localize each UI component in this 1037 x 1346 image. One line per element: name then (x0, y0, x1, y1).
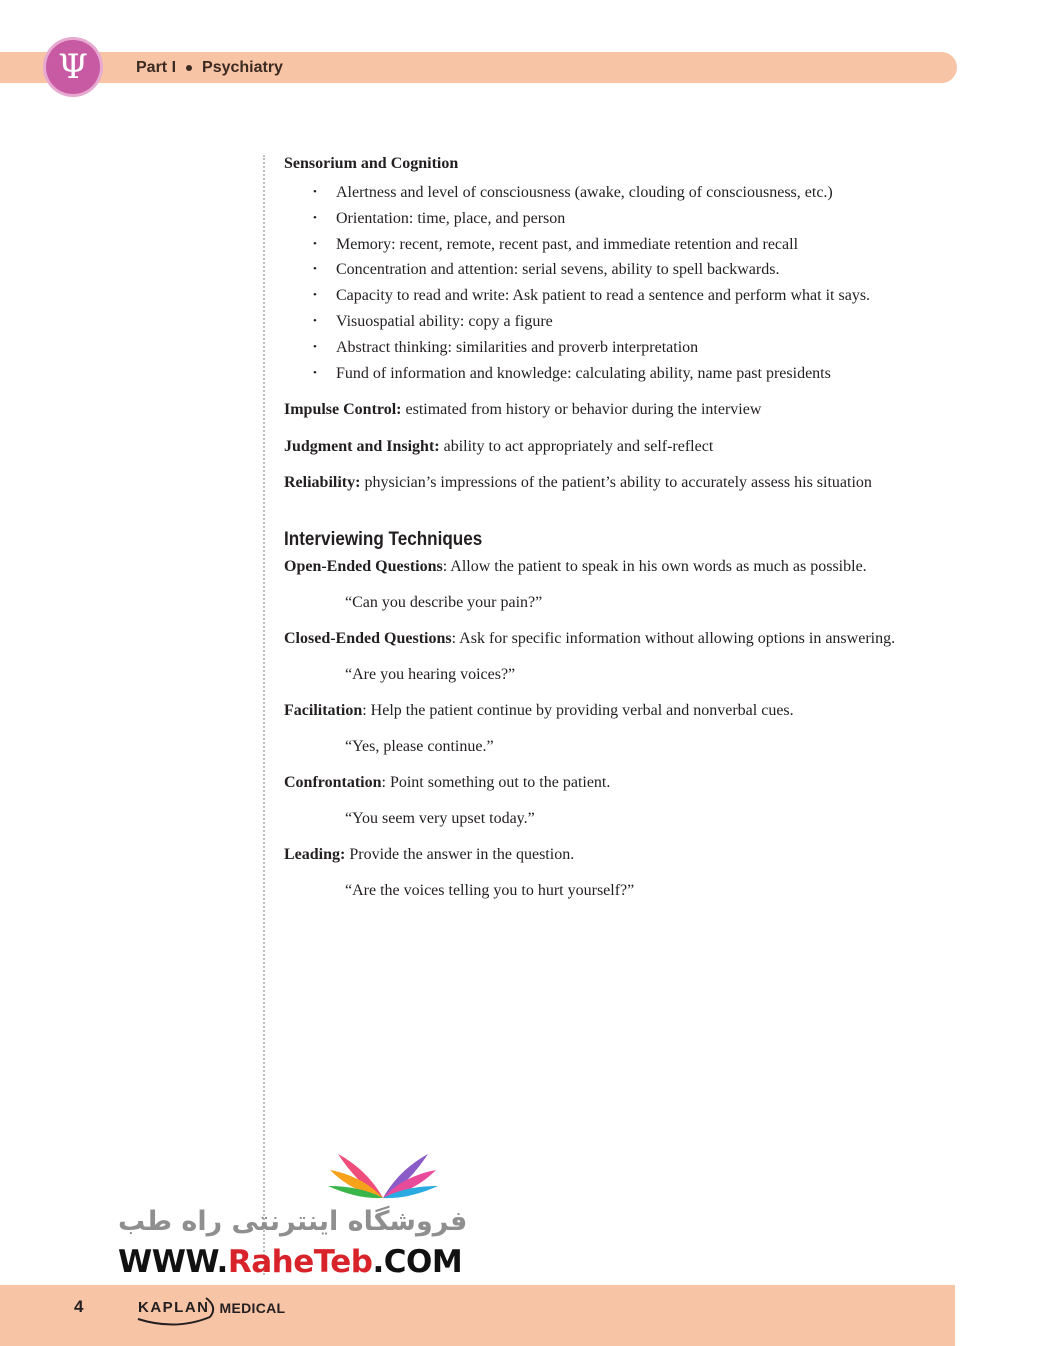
technique-term: Closed-Ended Questions (284, 630, 452, 647)
header-title: Psychiatry (202, 59, 283, 76)
watermark-url: WWW.RaheTeb.COM (118, 1244, 463, 1280)
medical-wordmark: MEDICAL (219, 1300, 286, 1316)
page-number: 4 (74, 1297, 84, 1316)
example-quote: “Are the voices telling you to hurt yourself?” (345, 882, 635, 899)
book-fan-icon (328, 1150, 438, 1200)
technique-text: : Ask for specific information without allowing options in answering. (451, 630, 896, 647)
technique-term: Facilitation (284, 702, 363, 719)
section-title: Interviewing Techniques (284, 529, 483, 550)
list-item: • Concentration and attention: serial sevens, ability to spell backwards. (284, 257, 870, 283)
margin-rule (263, 155, 265, 1275)
reliability-line (284, 472, 872, 494)
list-item: • Memory: recent, remote, recent past, and immediate retention and recall (284, 232, 870, 258)
definition-term: Reliability: (284, 474, 361, 491)
impulse-control-line (284, 399, 761, 421)
technique-term: Open-Ended Questions (284, 558, 443, 575)
list-item: • Abstract thinking: similarities and proverb interpretation (284, 335, 870, 361)
kaplan-swoosh-icon (136, 1297, 220, 1327)
definition-term: Impulse Control: (284, 401, 402, 418)
technique-text: : Help the patient continue by providing verbal and nonverbal cues. (362, 702, 794, 719)
list-item: • Orientation: time, place, and person (284, 206, 870, 232)
technique-text: : Allow the patient to speak in his own words as much as possible. (442, 558, 867, 575)
definition-text: ability to act appropriately and self-reflect (439, 438, 714, 455)
running-header (136, 58, 283, 78)
list-item: • Alertness and level of consciousness (awake, clouding of consciousness, etc.) (284, 180, 870, 206)
definition-text: physician’s impressions of the patient’s ability to accurately assess his situation (360, 474, 872, 491)
list-item: • Visuospatial ability: copy a figure (284, 309, 870, 335)
sensorium-heading: Sensorium and Cognition (284, 155, 459, 172)
technique-text: : Point something out to the patient. (381, 774, 611, 791)
sensorium-list (284, 180, 870, 386)
watermark-persian: فروشگاه اینترنتی راه طب (118, 1206, 468, 1237)
watermark (118, 1150, 468, 1280)
psi-icon (46, 40, 100, 94)
kaplan-wordmark: KAPLAN (138, 1299, 210, 1316)
technique-text: Provide the answer in the question. (345, 846, 575, 863)
technique-line (284, 628, 895, 650)
psi-symbol: Ψ (58, 47, 88, 87)
judgment-insight-line (284, 436, 713, 458)
technique-line (284, 772, 610, 794)
technique-line (284, 556, 867, 578)
definition-text: estimated from history or behavior during the interview (401, 401, 762, 418)
example-quote: “Can you describe your pain?” (345, 594, 543, 611)
technique-line (284, 844, 574, 866)
technique-term: Leading: (284, 846, 346, 863)
example-quote: “Yes, please continue.” (345, 738, 494, 755)
technique-line (284, 700, 794, 722)
list-item: • Capacity to read and write: Ask patient to read a sentence and perform what it says. (284, 283, 870, 309)
header-part: Part I (136, 59, 177, 76)
example-quote: “You seem very upset today.” (345, 810, 535, 827)
example-quote: “Are you hearing voices?” (345, 666, 516, 683)
bullet-separator-icon (186, 65, 192, 71)
definition-term: Judgment and Insight: (284, 438, 440, 455)
list-item: • Fund of information and knowledge: calculating ability, name past presidents (284, 361, 870, 387)
technique-term: Confrontation (284, 774, 382, 791)
kaplan-logo (138, 1297, 285, 1327)
